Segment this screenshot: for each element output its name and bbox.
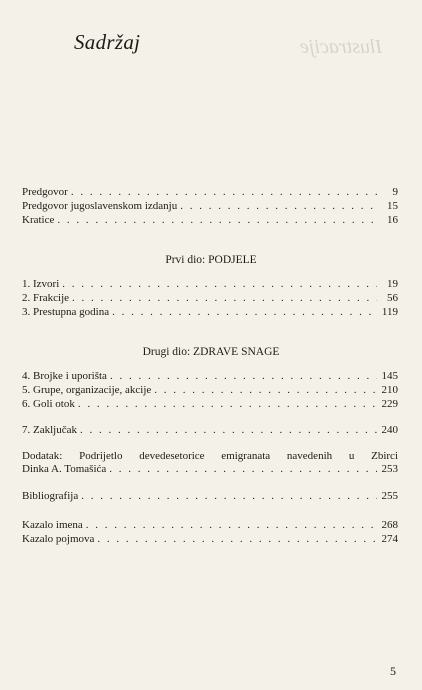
part-two-list (22, 370, 398, 410)
toc-entry-page: 9 (392, 186, 398, 198)
toc-entry (22, 186, 398, 198)
part-heading: Drugi dio: ZDRAVE SNAGE (142, 346, 280, 358)
toc-entry (22, 398, 398, 410)
toc-entry-label: Predgovor jugoslavenskom izdanju (22, 200, 178, 212)
part-heading: Prvi dio: PODJELE (165, 254, 257, 266)
page-title: Sadržaj (74, 30, 141, 54)
toc-entry-label: 7. Zaključak (22, 424, 77, 436)
toc-entry-page: 253 (381, 463, 398, 475)
toc-entry (22, 533, 398, 545)
toc-entry-label: Kratice (22, 214, 55, 226)
toc-entry-page: 268 (381, 519, 398, 531)
toc-entry-page: 229 (381, 398, 398, 410)
page-number: 5 (390, 664, 396, 678)
leader-dots (71, 186, 377, 198)
bibliography-list (22, 490, 398, 502)
toc-entry-page: 15 (387, 200, 398, 212)
leader-dots (180, 200, 377, 212)
index-list (22, 519, 398, 545)
toc-entry-page: 274 (381, 533, 398, 545)
leader-dots (110, 370, 377, 382)
part-one-list (22, 278, 398, 318)
appendix-line-1: Dodatak: Podrijetlo devedesetorice emigranata navedenih u Zbirci (22, 450, 398, 462)
appendix-line-2: Dinka A. Tomašića (22, 463, 107, 475)
leader-dots (80, 424, 377, 436)
toc-entry (22, 200, 398, 212)
leader-dots (57, 214, 377, 226)
toc-entry-page: 119 (381, 306, 398, 318)
toc-entry (22, 384, 398, 396)
leader-dots (154, 384, 377, 396)
toc-entry-page: 56 (387, 292, 398, 304)
toc-entry (22, 463, 398, 476)
show-through-heading: Ilustracije (299, 36, 382, 58)
toc-entry-label: Predgovor (22, 186, 68, 198)
toc-entry (22, 370, 398, 382)
toc-entry-page: 240 (381, 424, 398, 436)
leader-dots (72, 292, 377, 304)
leader-dots (81, 490, 377, 502)
toc-entry-label: 3. Prestupna godina (22, 306, 110, 318)
leader-dots (112, 306, 377, 318)
toc-entry-label: Bibliografija (22, 490, 79, 502)
toc-entry-page: 145 (381, 370, 398, 382)
toc-entry (22, 214, 398, 226)
toc-entry-label: 1. Izvori (22, 278, 60, 290)
conclusion-list (22, 424, 398, 436)
toc-entry (22, 519, 398, 531)
toc-entry-label: 5. Grupe, organizacije, akcije (22, 384, 152, 396)
appendix-entry (22, 450, 398, 476)
toc-entry-label: Kazalo pojmova (22, 533, 95, 545)
leader-dots (62, 278, 377, 290)
leader-dots (109, 463, 377, 476)
toc-entry (22, 292, 398, 304)
toc-entry-page: 19 (387, 278, 398, 290)
toc-entry-page: 16 (387, 214, 398, 226)
toc-entry-label: Kazalo imena (22, 519, 83, 531)
leader-dots (97, 533, 377, 545)
toc-entry (22, 424, 398, 436)
toc-entry-page: 210 (381, 384, 398, 396)
toc-entry (22, 306, 398, 318)
toc-entry (22, 278, 398, 290)
toc-entry-label: 2. Frakcije (22, 292, 70, 304)
toc-entry (22, 490, 398, 502)
leader-dots (78, 398, 377, 410)
toc-entry-label: 6. Goli otok (22, 398, 75, 410)
toc-entry-label: 4. Brojke i uporišta (22, 370, 107, 382)
toc-entry-page: 255 (381, 490, 398, 502)
leader-dots (86, 519, 377, 531)
front-matter-list (22, 186, 398, 226)
